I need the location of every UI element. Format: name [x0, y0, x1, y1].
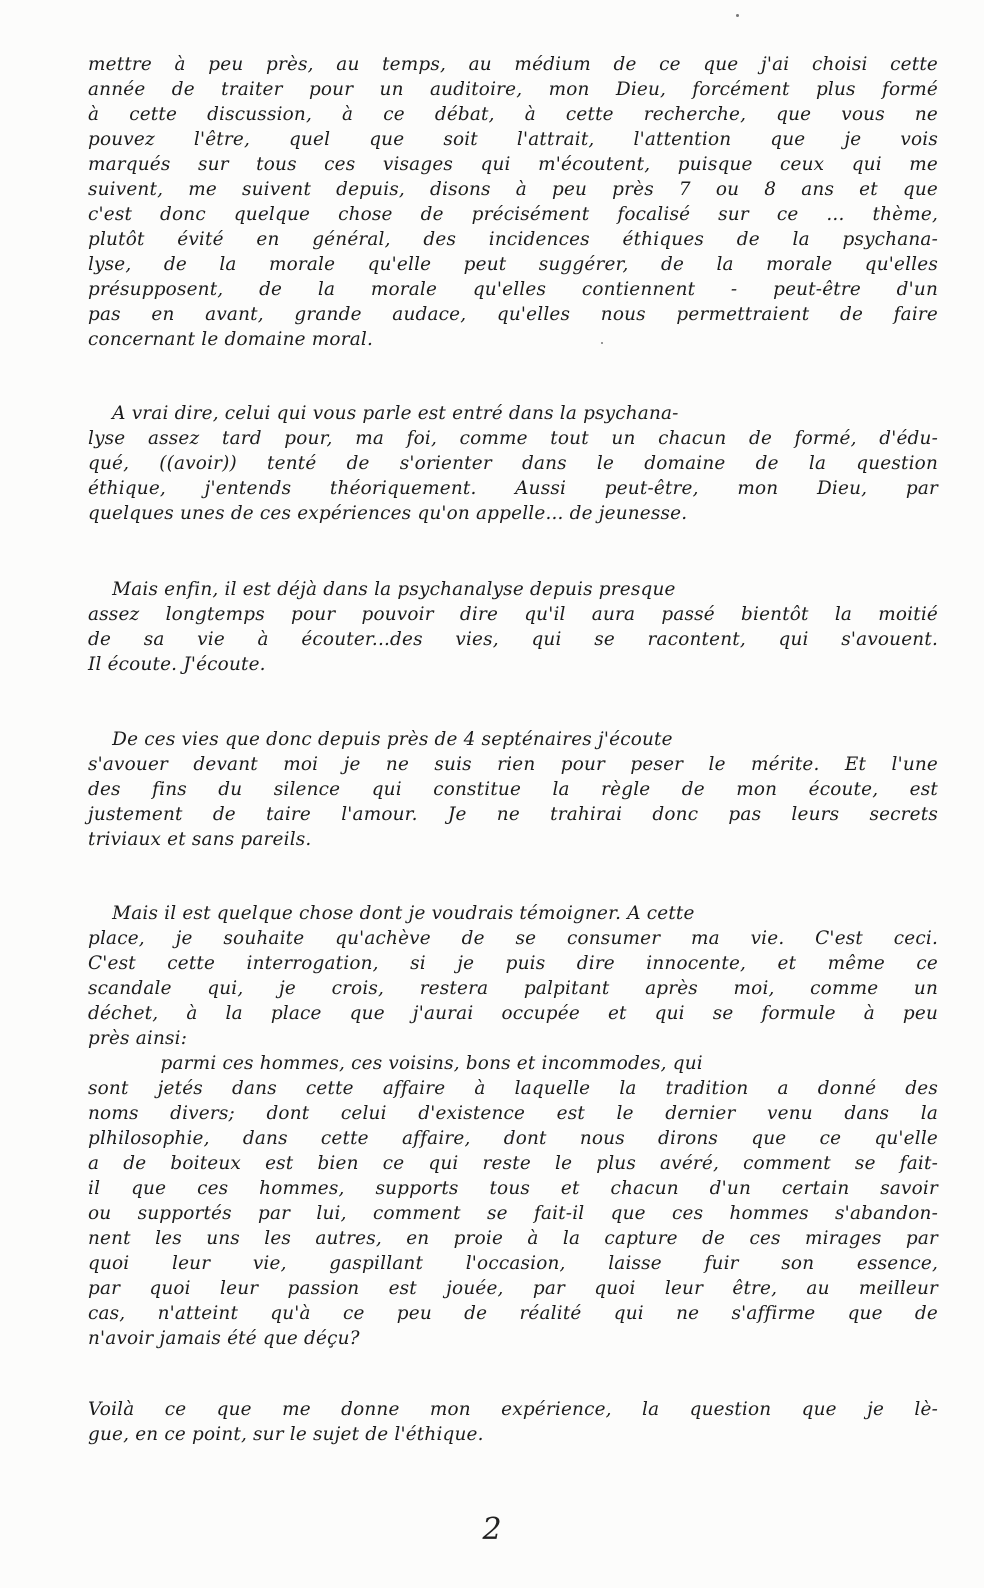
text-line: sont jetés dans cette affaire à laquelle la tradition a donné des [88, 1078, 938, 1099]
text-line: suivent, me suivent depuis, disons à peu près 7 ou 8 ans et que [88, 179, 938, 200]
text-line: déchet, à la place que j'aurai occupée et qui se formule à peu [88, 1003, 938, 1024]
text-line: concernant le domaine moral. [88, 329, 373, 350]
text-line: il que ces hommes, supports tous et chacun d'un certain savoir [88, 1178, 938, 1199]
text-line: qué, ((avoir)) tenté de s'orienter dans le domaine de la question [88, 453, 938, 474]
text-line: C'est cette interrogation, si je puis dire innocente, et même ce [88, 953, 938, 974]
text-line: quoi leur vie, gaspillant l'occasion, laisse fuir son essence, [88, 1253, 938, 1274]
text-line: Voilà ce que me donne mon expérience, la question que je lè- [88, 1399, 938, 1420]
text-line: cas, n'atteint qu'à ce peu de réalité qui ne s'affirme que de [88, 1303, 938, 1324]
page-number: 2 [482, 1512, 502, 1547]
text-line: parmi ces hommes, ces voisins, bons et incommodes, qui [88, 1053, 703, 1074]
text-line: lyse assez tard pour, ma foi, comme tout un chacun de formé, d'édu- [88, 428, 938, 449]
text-line: pouvez l'être, quel que soit l'attrait, l'attention que je vois [88, 129, 938, 150]
paragraph-4 [88, 727, 938, 852]
text-line: place, je souhaite qu'achève de se consumer ma vie. C'est ceci. [88, 928, 938, 949]
text-line: pas en avant, grande audace, qu'elles nous permettraient de faire [88, 304, 938, 325]
text-line: de sa vie à écouter...des vies, qui se racontent, qui s'avouent. [88, 629, 938, 650]
text-line: lyse, de la morale qu'elle peut suggérer, de la morale qu'elles [88, 254, 938, 275]
text-line: à cette discussion, à ce débat, à cette recherche, que vous ne [88, 104, 938, 125]
text-line: A vrai dire, celui qui vous parle est entré dans la psychana- [88, 403, 679, 424]
text-line: éthique, j'entends théoriquement. Aussi peut-être, mon Dieu, par [88, 478, 938, 499]
text-line: gue, en ce point, sur le sujet de l'éthique. [88, 1424, 484, 1445]
paragraph-1 [88, 52, 938, 352]
text-line: présupposent, de la morale qu'elles contiennent - peut-être d'un [88, 279, 938, 300]
text-line: scandale qui, je crois, restera palpitant après moi, comme un [88, 978, 938, 999]
text-line: nent les uns les autres, en proie à la capture de ces mirages par [88, 1228, 938, 1249]
text-line: Il écoute. J'écoute. [88, 654, 266, 675]
text-line: assez longtemps pour pouvoir dire qu'il aura passé bientôt la moitié [88, 604, 938, 625]
text-line: année de traiter pour un auditoire, mon Dieu, forcément plus formé [88, 79, 938, 100]
text-line: mettre à peu près, au temps, au médium de ce que j'ai choisi cette [88, 54, 938, 75]
text-line: par quoi leur passion est jouée, par quoi leur être, au meilleur [88, 1278, 938, 1299]
text-line: plutôt évité en général, des incidences éthiques de la psychana- [88, 229, 938, 250]
text-line: triviaux et sans pareils. [88, 829, 312, 850]
text-line: justement de taire l'amour. Je ne trahirai donc pas leurs secrets [88, 804, 938, 825]
text-line: plhilosophie, dans cette affaire, dont nous dirons que ce qu'elle [88, 1128, 938, 1149]
text-line: des fins du silence qui constitue la règle de mon écoute, est [88, 779, 938, 800]
text-line: n'avoir jamais été que déçu? [88, 1328, 360, 1349]
text-line: a de boiteux est bien ce qui reste le plus avéré, comment se fait- [88, 1153, 938, 1174]
text-line: s'avouer devant moi je ne suis rien pour peser le mérite. Et l'une [88, 754, 938, 775]
paragraph-2 [88, 401, 938, 526]
text-line: près ainsi: [88, 1028, 188, 1049]
text-line: noms divers; dont celui d'existence est le dernier venu dans la [88, 1103, 938, 1124]
paragraph-3 [88, 577, 938, 677]
text-line: Mais il est quelque chose dont je voudrais témoigner. A cette [88, 903, 695, 924]
text-line: quelques unes de ces expériences qu'on appelle... de jeunesse. [88, 503, 688, 524]
text-line: Mais enfin, il est déjà dans la psychanalyse depuis presque [88, 579, 676, 600]
paragraph-5 [88, 901, 938, 1351]
speck [736, 14, 739, 17]
text-line: c'est donc quelque chose de précisément focalisé sur ce ... thème, [88, 204, 938, 225]
paragraph-6 [88, 1397, 938, 1447]
text-line: ou supportés par lui, comment se fait-il que ces hommes s'abandon- [88, 1203, 938, 1224]
text-line: marqués sur tous ces visages qui m'écoutent, puisque ceux qui me [88, 154, 938, 175]
text-line: De ces vies que donc depuis près de 4 septénaires j'écoute [88, 729, 673, 750]
